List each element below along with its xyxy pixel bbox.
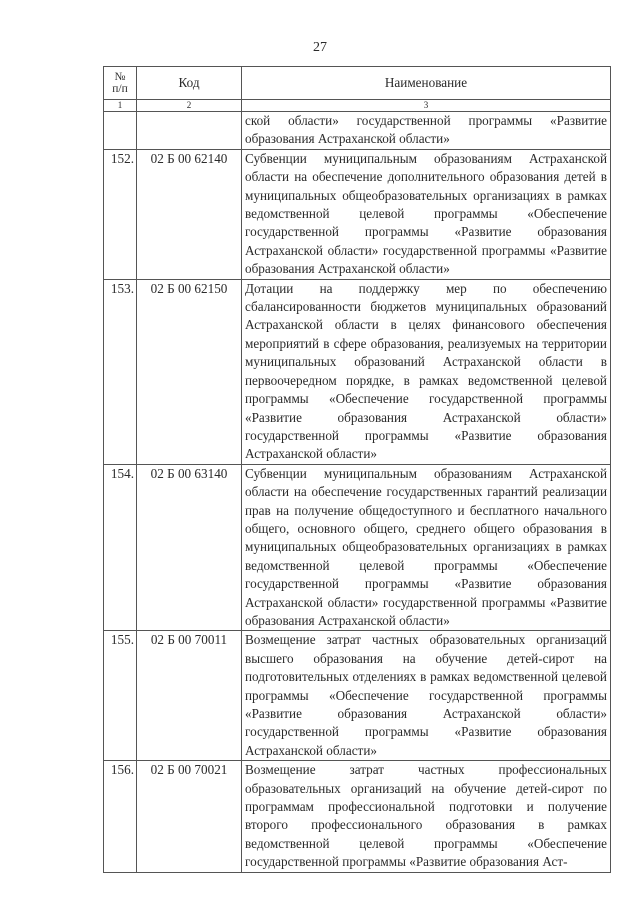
row-number: 152. [104, 149, 137, 279]
row-number: 154. [104, 464, 137, 631]
row-code: 02 Б 00 63140 [137, 464, 242, 631]
continuation-row [104, 112, 611, 150]
continuation-text: ской области» государственной программы «Развитие образования Астраханской области» [242, 112, 611, 150]
table-row [104, 464, 611, 631]
column-number-row [104, 100, 611, 112]
column-number-3: 3 [242, 100, 611, 112]
row-code: 02 Б 00 70011 [137, 631, 242, 761]
table-row [104, 761, 611, 872]
table-row [104, 631, 611, 761]
row-name: Возмещение затрат частных образовательных организаций высшего образования на обучение детей-сирот на подготовительных отделениях в рамках ведомственной целевой программы «Обеспечение государственной программы «Развитие образования Астраханской области» государственной программы «Развитие образования Астраханской области» [242, 631, 611, 761]
continuation-code [137, 112, 242, 150]
table-row [104, 279, 611, 464]
row-code: 02 Б 00 70021 [137, 761, 242, 872]
row-number: 153. [104, 279, 137, 464]
column-number-1: 1 [104, 100, 137, 112]
row-name: Субвенции муниципальным образованиям Астраханской области на обеспечение государственных гарантий реализации прав на получение общедоступного и бесплатного начального общего, основного общего, среднего общего образования в муниципальных общеобразовательных организациях в рамках ведомственной целевой программы «Обеспечение государственной программы «Развитие образования Астраханской области» государственной программы «Развитие образования Астраханской области» [242, 464, 611, 631]
budget-code-table [103, 66, 611, 873]
row-number: 156. [104, 761, 137, 872]
header-num-symbol: № [114, 71, 126, 83]
header-code: Код [137, 67, 242, 100]
row-code: 02 Б 00 62150 [137, 279, 242, 464]
header-num-abbr: п/п [112, 83, 128, 95]
row-name: Субвенции муниципальным образованиям Астраханской области на обеспечение дополнительного образования детей в муниципальных общеобразовательных организациях в рамках ведомственной целевой программы «Обеспечение государственной программы «Развитие образования Астраханской области» государственной программы «Развитие образования Астраханской области» [242, 149, 611, 279]
row-name: Дотации на поддержку мер по обеспечению сбалансированности бюджетов муниципальных образований Астраханской области в целях финансового обеспечения мероприятий в сфере образования, реализуемых на территории муниципальных образований Астраханской области в первоочередном порядке, в рамках ведомственной целевой программы «Обеспечение государственной программы «Развитие образования Астраханской области» государственной программы «Развитие образования Астраханской области» [242, 279, 611, 464]
row-code: 02 Б 00 62140 [137, 149, 242, 279]
table-row [104, 149, 611, 279]
row-number: 155. [104, 631, 137, 761]
continuation-num [104, 112, 137, 150]
column-number-2: 2 [137, 100, 242, 112]
row-name: Возмещение затрат частных профессиональных образовательных организаций на обучение детей-сирот по программам профессиональной подготовки и получение второго профессионального образования в рамках ведомственной целевой программы «Обеспечение государственной программы «Развитие образования Аст- [242, 761, 611, 872]
header-num [104, 67, 137, 100]
header-name: Наименование [242, 67, 611, 100]
page-number: 27 [313, 40, 327, 55]
table-header-row [104, 67, 611, 100]
